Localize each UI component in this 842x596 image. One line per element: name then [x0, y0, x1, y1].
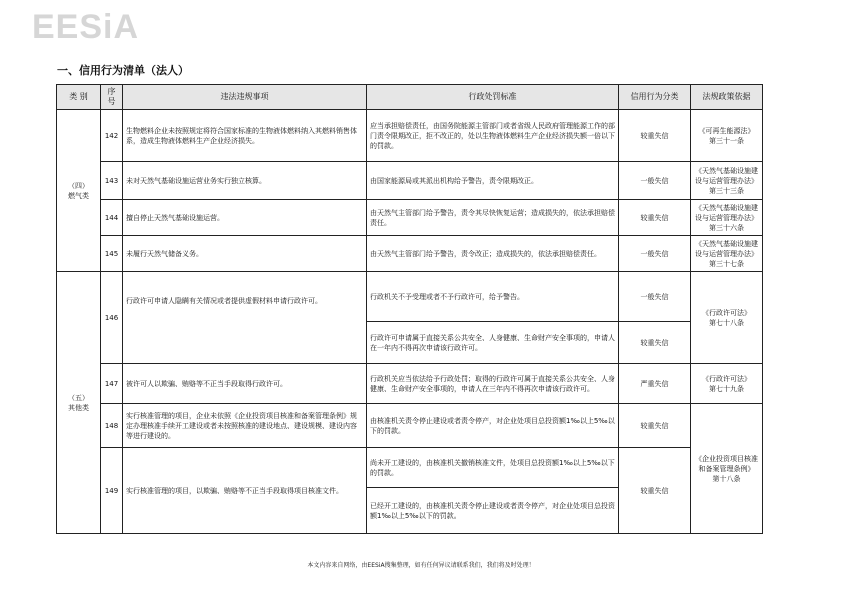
classification-cell: 较重失信: [619, 404, 691, 448]
basis-cell: 《天然气基础设施建设与运营管理办法》 第三十六条: [691, 200, 763, 236]
classification-cell: 一般失信: [619, 236, 691, 272]
basis-cell: 《行政许可法》 第七十九条: [691, 364, 763, 404]
header-basis: 法规政策依据: [691, 85, 763, 110]
classification-cell: 较重失信: [619, 200, 691, 236]
violation-cell: 行政许可申请人隐瞒有关情况或者提供虚假材料申请行政许可。: [123, 272, 367, 364]
violation-cell: 被许可人以欺骗、贿赂等不正当手段取得行政许可。: [123, 364, 367, 404]
credit-behavior-table: [56, 84, 763, 534]
penalty-cell: 行政机关不予受理或者不予行政许可，给予警告。: [367, 272, 619, 322]
violation-cell: 实行核准管理的项目，以欺骗、贿赂等不正当手段取得项目核准文件。: [123, 448, 367, 534]
penalty-cell: 由国家能源局或其派出机构给予警告，责令限期改正。: [367, 162, 619, 200]
penalty-cell: 行政许可申请属于直接关系公共安全、人身健康、生命财产安全事项的，申请人在一年内不得再次申请该行政许可。: [367, 322, 619, 364]
table-row: [57, 404, 763, 448]
table-row: [57, 236, 763, 272]
violation-cell: 擅自停止天然气基础设施运营。: [123, 200, 367, 236]
basis-cell: 《天然气基础设施建设与运营管理办法》 第三十七条: [691, 236, 763, 272]
table-row: [57, 272, 763, 322]
table-row: [57, 200, 763, 236]
row-number: 143: [101, 162, 123, 200]
classification-cell: 严重失信: [619, 364, 691, 404]
row-number: 144: [101, 200, 123, 236]
basis-cell: 《企业投资项目核准和备案管理条例》 第十八条: [691, 404, 763, 534]
violation-cell: 未对天然气基础设施运营业务实行独立核算。: [123, 162, 367, 200]
header-violation: 违法违规事项: [123, 85, 367, 110]
header-classification: 信用行为分类: [619, 85, 691, 110]
row-number: 142: [101, 110, 123, 162]
header-number: 序号: [101, 85, 123, 110]
penalty-cell: 由天然气主管部门给予警告，责令改正；造成损失的，依法承担赔偿责任。: [367, 236, 619, 272]
row-number: 145: [101, 236, 123, 272]
classification-cell: 较重失信: [619, 322, 691, 364]
classification-cell: 一般失信: [619, 162, 691, 200]
row-number: 147: [101, 364, 123, 404]
classification-cell: 较重失信: [619, 110, 691, 162]
penalty-cell: 尚未开工建设的，由核准机关撤销核准文件，处项目总投资额1‰以上5‰以下的罚款。: [367, 448, 619, 488]
classification-cell: 一般失信: [619, 272, 691, 322]
row-number: 148: [101, 404, 123, 448]
section-title: 一、信用行为清单（法人）: [57, 64, 189, 77]
penalty-cell: 已经开工建设的，由核准机关责令停止建设或者责令停产，对企业处项目总投资额1‰以上5‰以下的罚款。: [367, 488, 619, 534]
violation-cell: 实行核准管理的项目，企业未依照《企业投资项目核准和备案管理条例》规定办理核准手续开工建设或者未按照核准的建设地点、建设规模、建设内容等进行建设的。: [123, 404, 367, 448]
penalty-cell: 行政机关应当依法给予行政处罚；取得的行政许可属于直接关系公共安全、人身健康、生命财产安全事项的，申请人在三年内不得再次申请该行政许可。: [367, 364, 619, 404]
table-row: [57, 364, 763, 404]
classification-cell: 较重失信: [619, 448, 691, 534]
basis-cell: 《天然气基础设施建设与运营管理办法》 第三十三条: [691, 162, 763, 200]
category-cell: （五） 其他类: [57, 272, 101, 534]
penalty-cell: 由天然气主管部门给予警告，责令其尽快恢复运营；造成损失的，依法承担赔偿责任。: [367, 200, 619, 236]
table-row: [57, 448, 763, 488]
basis-cell: 《行政许可法》 第七十八条: [691, 272, 763, 364]
penalty-cell: 由核准机关责令停止建设或者责令停产，对企业处项目总投资额1‰以上5‰以下的罚款。: [367, 404, 619, 448]
table-header-row: [57, 85, 763, 110]
basis-cell: 《可再生能源法》 第三十一条: [691, 110, 763, 162]
header-penalty: 行政处罚标准: [367, 85, 619, 110]
penalty-cell: 应当承担赔偿责任，由国务院能源主管部门或者省级人民政府管理能源工作的部门责令限期改正，拒不改正的，处以生物液体燃料生产企业经济损失额一倍以下的罚款。: [367, 110, 619, 162]
category-cell: （四） 燃气类: [57, 110, 101, 272]
row-number: 149: [101, 448, 123, 534]
violation-cell: 未履行天然气储备义务。: [123, 236, 367, 272]
eesia-logo: EESiA: [32, 8, 140, 46]
row-number: 146: [101, 272, 123, 364]
header-category: 类 别: [57, 85, 101, 110]
footer-disclaimer: 本文内容来自网络，由EESiA搜集整理，如有任何异议请联系我们，我们将及时处理！: [307, 562, 535, 569]
table-row: [57, 110, 763, 162]
table-row: [57, 162, 763, 200]
violation-cell: 生物燃料企业未按照规定将符合国家标准的生物液体燃料纳入其燃料销售体系，造成生物液体燃料生产企业经济损失。: [123, 110, 367, 162]
